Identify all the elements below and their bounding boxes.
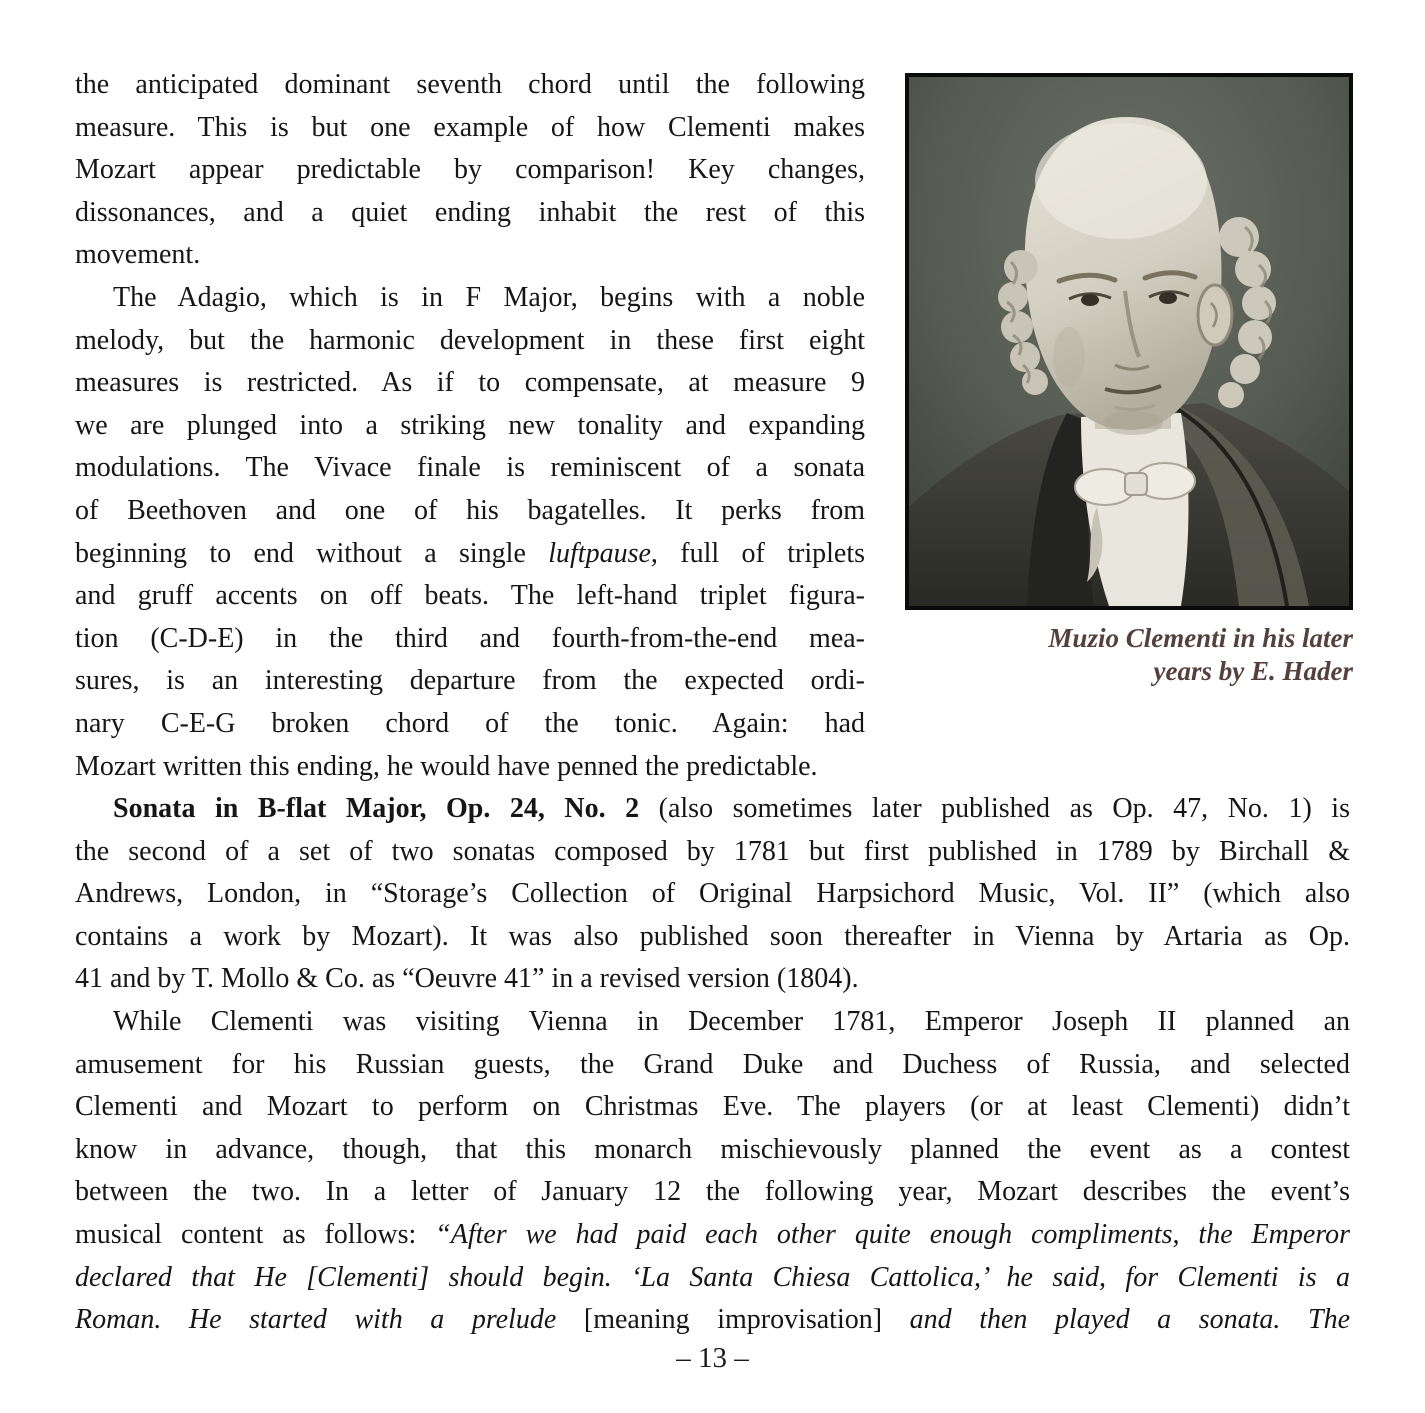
- text-line: [75, 234, 865, 277]
- narrow-text-column: [75, 64, 865, 746]
- text-segment: nary C-E-G broken chord of the tonic. Again: had: [75, 707, 865, 739]
- text-segment: the anticipated dominant seventh chord until the following: [75, 69, 865, 100]
- figure-caption: [905, 622, 1353, 688]
- text-segment: luftpause: [548, 537, 651, 569]
- text-line: [75, 746, 1350, 789]
- clementi-portrait: [905, 73, 1353, 610]
- text-segment: sures, is an interesting departure from the expected ordi-: [75, 665, 865, 697]
- text-line: [75, 660, 865, 703]
- text-segment: between the two. In a letter of January 12 the following year, Mozart describes the event’s: [75, 1176, 1350, 1208]
- text-segment: 41 and by T. Mollo & Co. as “Oeuvre 41” in a revised version (1804).: [75, 963, 859, 995]
- text-segment: beginning to end without a single: [75, 537, 549, 569]
- text-line: [75, 873, 1350, 916]
- text-segment: measures is restricted. As if to compensate, at measure 9: [75, 367, 865, 399]
- text-line: [75, 447, 865, 490]
- text-line: [75, 277, 865, 320]
- text-segment: Roman. He started with a prelude: [75, 1304, 584, 1336]
- text-line: [75, 1129, 1350, 1172]
- text-segment: (also sometimes later published as Op. 47, No. 1) is: [639, 793, 1350, 825]
- text-segment: know in advance, though, that this monarch mischievously planned the event as a contest: [75, 1133, 1350, 1165]
- text-segment: melody, but the harmonic development in these first eight: [75, 324, 865, 356]
- figure-caption-line2: years by E. Hader: [1153, 656, 1353, 686]
- top-section: [75, 64, 1353, 746]
- text-line: [75, 149, 865, 192]
- text-line: [75, 831, 1350, 874]
- text-segment: The Adagio, which is in F Major, begins with a noble: [113, 281, 865, 313]
- text-segment: tion (C-D-E) in the third and fourth-from-the-end mea-: [75, 622, 865, 654]
- text-line: [75, 1299, 1350, 1342]
- text-segment: amusement for his Russian guests, the Grand Duke and Duchess of Russia, and selected: [75, 1048, 1350, 1080]
- text-line: [75, 107, 865, 150]
- text-segment: Mozart written this ending, he would have penned the predictable.: [75, 750, 818, 782]
- text-segment: and gruff accents on off beats. The left-hand triplet figura-: [75, 580, 865, 612]
- figure-caption-line1: Muzio Clementi in his later: [1048, 623, 1353, 653]
- text-line: [75, 490, 865, 533]
- text-line: [75, 916, 1350, 959]
- text-segment: dissonances, and a quiet ending inhabit the rest of this: [75, 196, 865, 228]
- text-line: [75, 1044, 1350, 1087]
- text-line: [75, 958, 1350, 1001]
- text-segment: While Clementi was visiting Vienna in December 1781, Emperor Joseph II planned an: [113, 1006, 1350, 1038]
- text-segment: , full of triplets: [650, 537, 865, 569]
- text-segment: Sonata in B-flat Major, Op. 24, No. 2: [113, 793, 640, 825]
- text-segment: “After we had paid each other quite enough compliments, the Emperor: [435, 1219, 1350, 1251]
- text-segment: the second of a set of two sonatas composed by 1781 but first published in 1789 by Birchall &: [75, 835, 1350, 867]
- text-segment: we are plunged into a striking new tonality and expanding: [75, 409, 865, 441]
- text-line: [75, 362, 865, 405]
- text-line: [75, 618, 865, 661]
- text-line: [75, 64, 865, 107]
- text-segment: measure. This is but one example of how Clementi makes: [75, 111, 865, 143]
- text-segment: Mozart appear predictable by comparison! Key changes,: [75, 154, 865, 186]
- text-line: [75, 1214, 1350, 1257]
- text-segment: Andrews, London, in “Storage’s Collection of Original Harpsichord Music, Vol. II” (which also: [75, 878, 1350, 910]
- text-segment: and then played a sonata. The: [909, 1304, 1350, 1336]
- portrait-illustration: [909, 77, 1349, 606]
- page-number: – 13 –: [676, 1342, 749, 1374]
- text-segment: of Beethoven and one of his bagatelles. It perks from: [75, 494, 865, 526]
- text-segment: modulations. The Vivace finale is reminiscent of a sonata: [75, 452, 865, 484]
- text-segment: declared that He [Clementi] should begin. ‘La Santa Chiesa Cattolica,’ he said, for Clementi is a: [75, 1261, 1350, 1293]
- wide-text-block: [75, 746, 1350, 1342]
- text-segment: contains a work by Mozart). It was also published soon thereafter in Vienna by Artaria as Op.: [75, 920, 1350, 952]
- text-line: [75, 1001, 1350, 1044]
- text-block: [75, 64, 1353, 1342]
- text-line: [75, 1086, 1350, 1129]
- text-line: [75, 575, 865, 618]
- text-line: [75, 1171, 1350, 1214]
- text-line: [75, 320, 865, 363]
- text-segment: movement.: [75, 239, 201, 271]
- text-line: [75, 1257, 1350, 1300]
- text-line: [75, 533, 865, 576]
- text-segment: [meaning improvisation]: [583, 1304, 910, 1336]
- text-line: [75, 788, 1350, 831]
- text-line: [75, 405, 865, 448]
- text-line: [75, 192, 865, 235]
- text-segment: Clementi and Mozart to perform on Christmas Eve. The players (or at least Clementi) didn’t: [75, 1091, 1350, 1123]
- text-segment: musical content as follows:: [75, 1219, 436, 1251]
- figure: [905, 73, 1353, 688]
- text-line: [75, 703, 865, 746]
